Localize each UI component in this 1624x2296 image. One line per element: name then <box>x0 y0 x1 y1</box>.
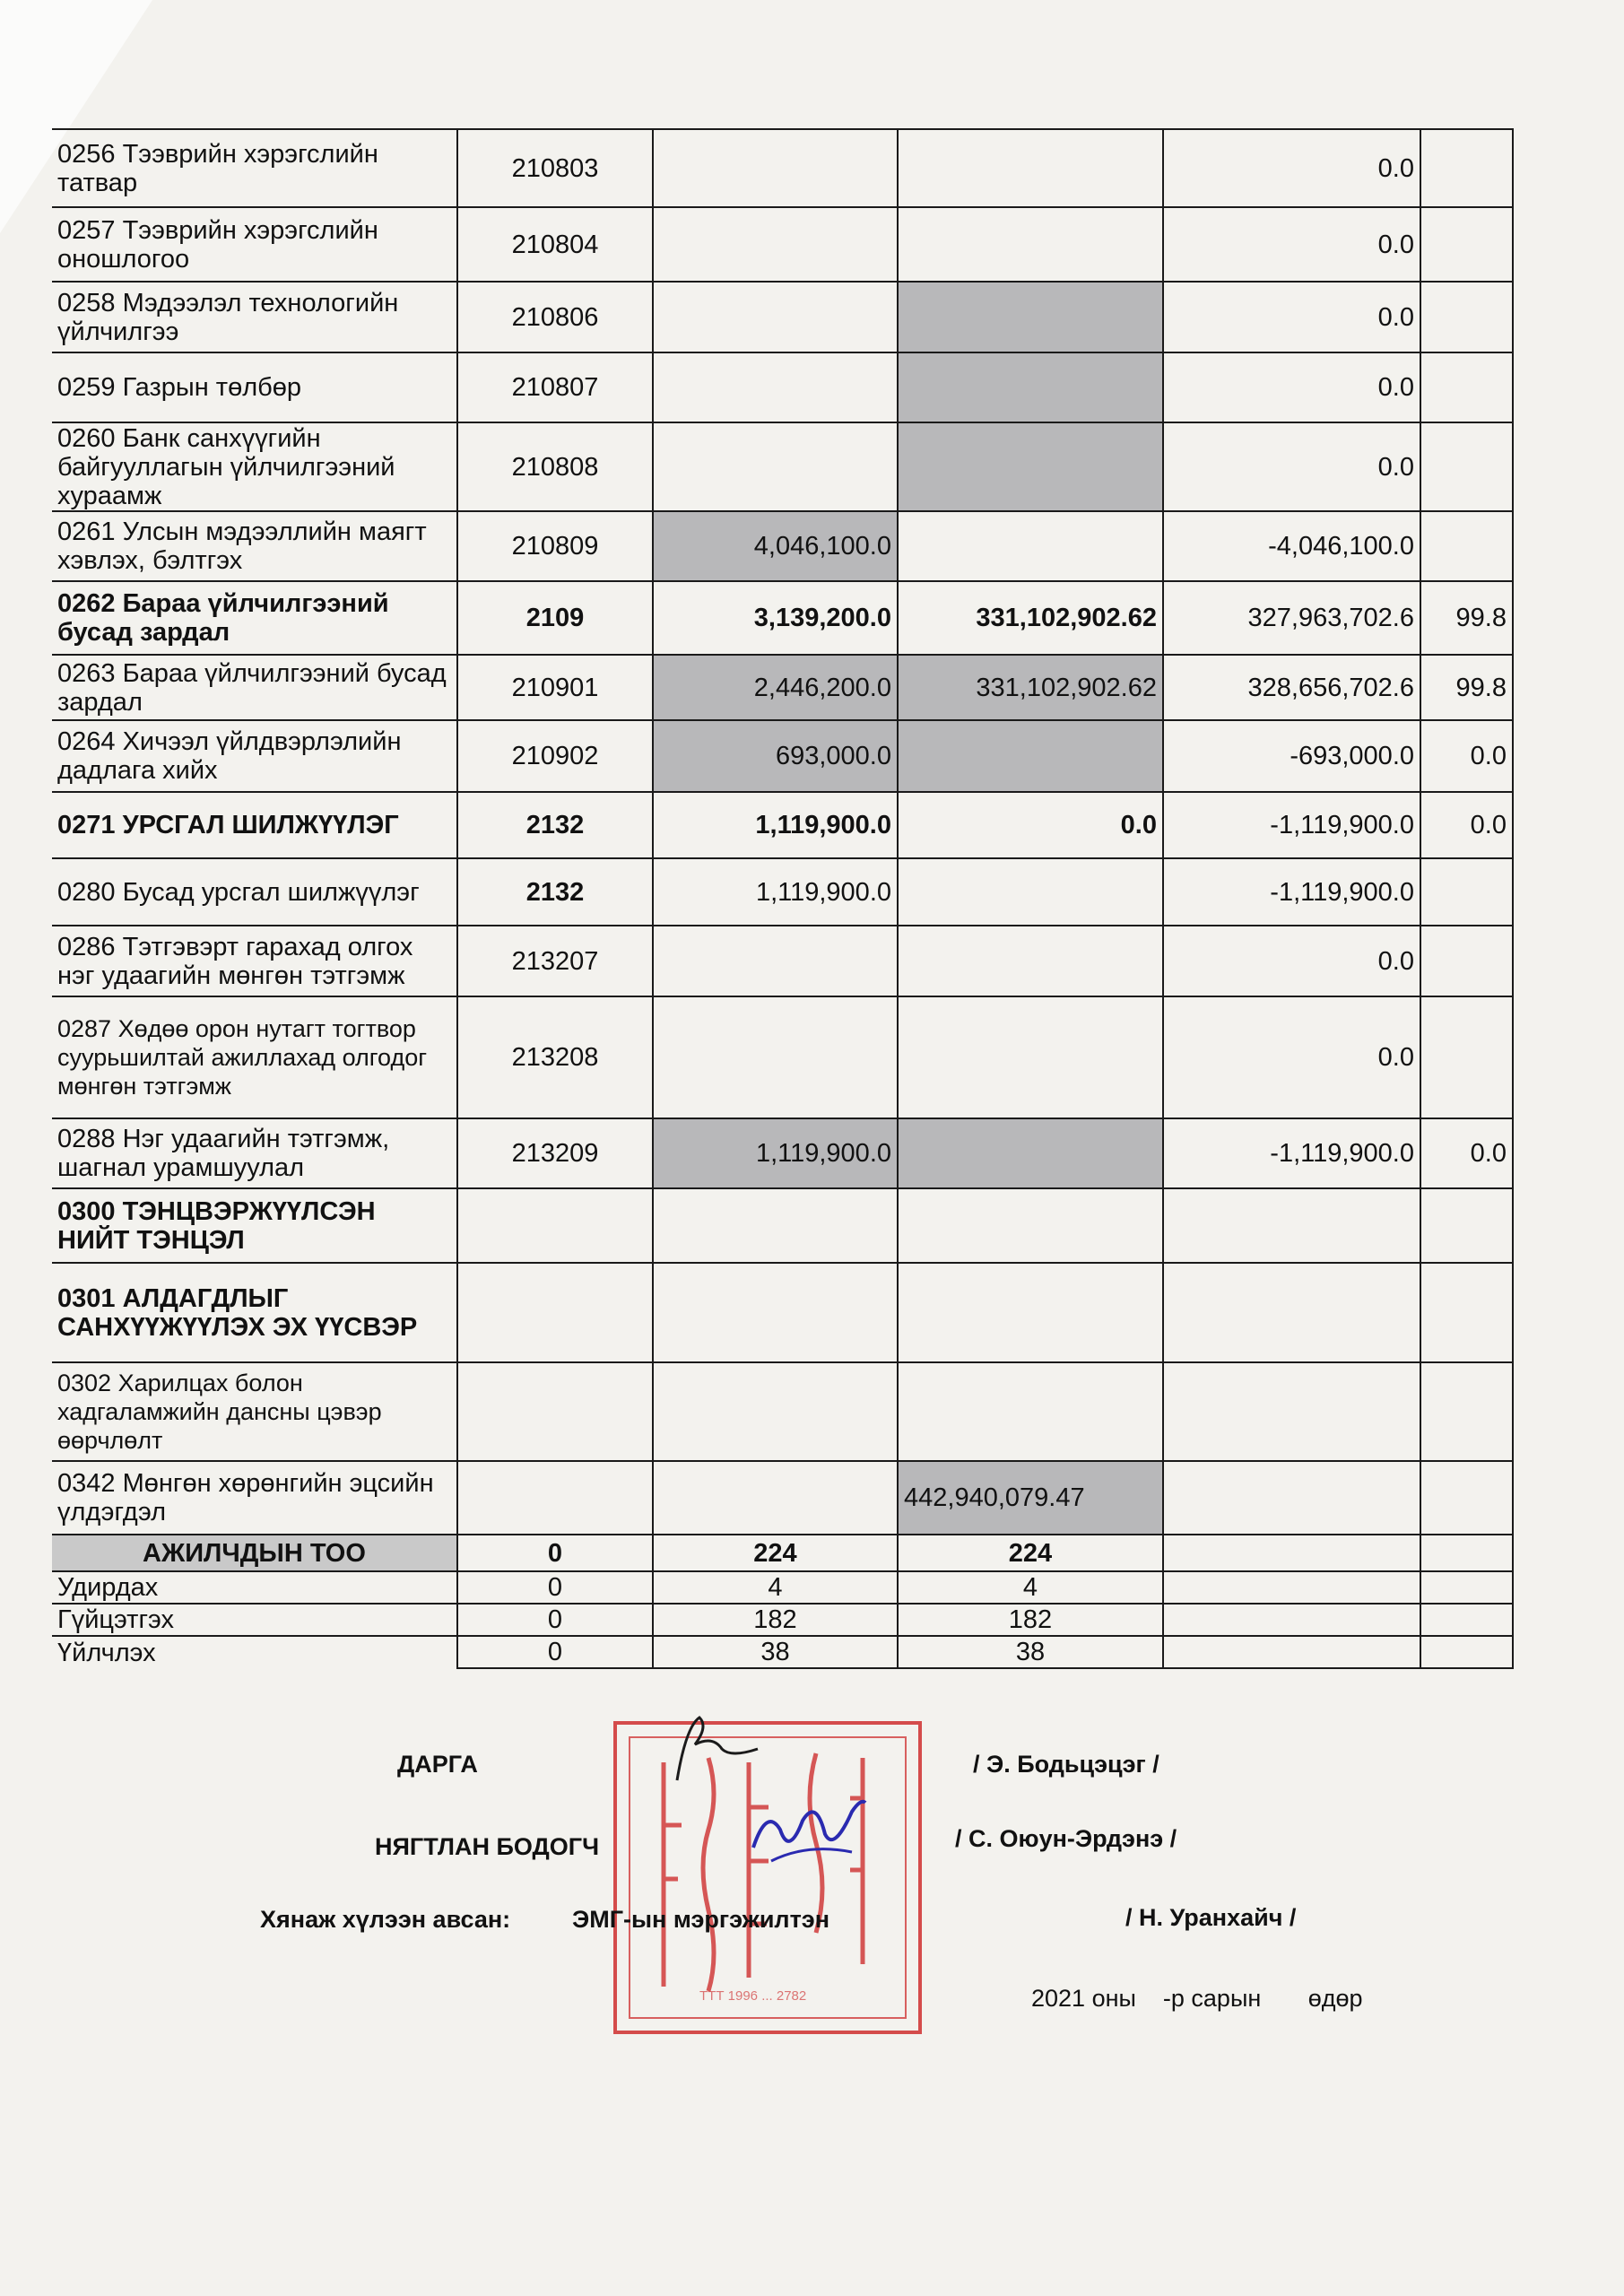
budget-report-sheet <box>52 128 1514 1669</box>
row-c4 <box>1420 926 1513 996</box>
row-code: 210804 <box>457 207 653 282</box>
row-c2 <box>898 282 1163 352</box>
staff-c4 <box>1420 1535 1513 1571</box>
row-code: 210809 <box>457 511 653 581</box>
table-row <box>52 926 1513 996</box>
row-c3 <box>1163 1188 1420 1263</box>
row-name: 0260 Банк санхүүгийн байгууллагын үйлчилгээний хураамж <box>52 422 457 511</box>
row-c3: 0.0 <box>1163 207 1420 282</box>
head-name: / Э. Бодьцэцэг / <box>973 1751 1159 1778</box>
row-name: 0258 Мэдээлэл технологийн үйлчилгээ <box>52 282 457 352</box>
table-row <box>52 511 1513 581</box>
row-c2 <box>898 207 1163 282</box>
row-c1: 1,119,900.0 <box>653 858 898 926</box>
row-code: 2109 <box>457 581 653 655</box>
row-c1 <box>653 1188 898 1263</box>
staff-code: 0 <box>457 1636 653 1668</box>
staff-c2: 182 <box>898 1604 1163 1636</box>
row-c1 <box>653 282 898 352</box>
row-c3: -1,119,900.0 <box>1163 1118 1420 1188</box>
row-name: 0262 Бараа үйлчилгээний бусад зардал <box>52 581 457 655</box>
row-c2 <box>898 996 1163 1118</box>
row-name: 0259 Газрын төлбөр <box>52 352 457 422</box>
row-code: 2132 <box>457 792 653 858</box>
head-signature-icon <box>659 1709 767 1789</box>
head-title: ДАРГА <box>397 1751 478 1778</box>
table-row <box>52 1461 1513 1535</box>
row-c3: 328,656,702.6 <box>1163 655 1420 720</box>
staff-header-row <box>52 1535 1513 1571</box>
row-name: 0287 Хөдөө орон нутагт тогтвор суурьшилтай ажиллахад олгодог мөнгөн тэтгэмж <box>52 996 457 1118</box>
staff-c3 <box>1163 1636 1420 1668</box>
row-c1 <box>653 1263 898 1362</box>
row-c3: 0.0 <box>1163 352 1420 422</box>
row-c2: 442,940,079.47 <box>898 1461 1163 1535</box>
row-c2 <box>898 511 1163 581</box>
row-c4 <box>1420 1461 1513 1535</box>
table-row <box>52 720 1513 792</box>
row-c2 <box>898 352 1163 422</box>
row-code <box>457 1362 653 1461</box>
staff-row <box>52 1636 1513 1668</box>
staff-c1: 224 <box>653 1535 898 1571</box>
table-row <box>52 207 1513 282</box>
row-c4: 99.8 <box>1420 581 1513 655</box>
row-name: 0302 Харилцах болон хадгаламжийн дансны цэвэр өөрчлөлт <box>52 1362 457 1461</box>
staff-name: Гүйцэтгэх <box>52 1604 457 1636</box>
date-line: 2021 оны -р сарын өдөр <box>1031 1985 1363 2012</box>
row-c3 <box>1163 1461 1420 1535</box>
row-name: 0342 Мөнгөн хөрөнгийн эцсийн үлдэгдэл <box>52 1461 457 1535</box>
row-c2 <box>898 720 1163 792</box>
staff-c1: 4 <box>653 1571 898 1604</box>
row-c1 <box>653 926 898 996</box>
table-row <box>52 352 1513 422</box>
row-name: 0301 АЛДАГДЛЫГ САНХҮҮЖҮҮЛЭХ ЭХ ҮҮСВЭР <box>52 1263 457 1362</box>
row-name: 0256 Тээврийн хэрэгслийн татвар <box>52 129 457 207</box>
row-c4 <box>1420 996 1513 1118</box>
row-c3: 327,963,702.6 <box>1163 581 1420 655</box>
staff-name: Удирдах <box>52 1571 457 1604</box>
staff-code: 0 <box>457 1535 653 1571</box>
stamp-text-fragment: ТТТ 1996 ... 2782 <box>699 1988 807 2004</box>
accountant-name: / С. Оюун-Эрдэнэ / <box>955 1825 1177 1852</box>
row-c1: 1,119,900.0 <box>653 1118 898 1188</box>
row-code: 213209 <box>457 1118 653 1188</box>
row-c1: 3,139,200.0 <box>653 581 898 655</box>
budget-table <box>52 128 1514 1669</box>
row-code: 210901 <box>457 655 653 720</box>
row-c2 <box>898 858 1163 926</box>
row-c2: 0.0 <box>898 792 1163 858</box>
row-c4 <box>1420 352 1513 422</box>
row-name: 0261 Улсын мэдээллийн маягт хэвлэх, бэлтгэх <box>52 511 457 581</box>
table-row <box>52 1188 1513 1263</box>
table-row <box>52 129 1513 207</box>
staff-total-label: АЖИЛЧДЫН ТОО <box>52 1535 457 1571</box>
row-c2 <box>898 1263 1163 1362</box>
staff-c4 <box>1420 1636 1513 1668</box>
table-row <box>52 1263 1513 1362</box>
row-c4: 0.0 <box>1420 720 1513 792</box>
reviewer-title: ЭМГ-ын мэргэжилтэн <box>572 1906 830 1933</box>
row-c3: 0.0 <box>1163 422 1420 511</box>
row-name: 0263 Бараа үйлчилгээний бусад зардал <box>52 655 457 720</box>
staff-row <box>52 1604 1513 1636</box>
row-code: 210806 <box>457 282 653 352</box>
table-row <box>52 1362 1513 1461</box>
row-code: 210808 <box>457 422 653 511</box>
row-name: 0300 ТЭНЦВЭРЖҮҮЛСЭН НИЙТ ТЭНЦЭЛ <box>52 1188 457 1263</box>
row-c1: 1,119,900.0 <box>653 792 898 858</box>
row-c4 <box>1420 1263 1513 1362</box>
row-c3: 0.0 <box>1163 926 1420 996</box>
staff-name: Үйлчлэх <box>52 1636 457 1668</box>
staff-c1: 38 <box>653 1636 898 1668</box>
staff-c3 <box>1163 1535 1420 1571</box>
staff-code: 0 <box>457 1571 653 1604</box>
row-c4: 0.0 <box>1420 1118 1513 1188</box>
row-c1: 4,046,100.0 <box>653 511 898 581</box>
row-c3: -4,046,100.0 <box>1163 511 1420 581</box>
row-c1: 2,446,200.0 <box>653 655 898 720</box>
row-name: 0288 Нэг удаагийн тэтгэмж, шагнал урамшуулал <box>52 1118 457 1188</box>
table-row <box>52 1118 1513 1188</box>
row-c1 <box>653 1461 898 1535</box>
row-c1 <box>653 352 898 422</box>
row-c2 <box>898 1118 1163 1188</box>
row-code <box>457 1461 653 1535</box>
staff-c1: 182 <box>653 1604 898 1636</box>
row-c2 <box>898 1362 1163 1461</box>
row-code <box>457 1263 653 1362</box>
staff-row <box>52 1571 1513 1604</box>
row-c2: 331,102,902.62 <box>898 581 1163 655</box>
staff-c4 <box>1420 1604 1513 1636</box>
accountant-title: НЯГТЛАН БОДОГЧ <box>375 1833 600 1860</box>
table-row <box>52 792 1513 858</box>
row-c1 <box>653 207 898 282</box>
accountant-signature-icon <box>744 1794 870 1874</box>
row-c3 <box>1163 1362 1420 1461</box>
row-code <box>457 1188 653 1263</box>
row-code: 2132 <box>457 858 653 926</box>
row-code: 210902 <box>457 720 653 792</box>
row-name: 0280 Бусад урсгал шилжүүлэг <box>52 858 457 926</box>
row-c4 <box>1420 422 1513 511</box>
staff-c3 <box>1163 1604 1420 1636</box>
row-c1 <box>653 996 898 1118</box>
row-c4 <box>1420 1188 1513 1263</box>
table-row <box>52 422 1513 511</box>
table-row <box>52 655 1513 720</box>
row-c4 <box>1420 1362 1513 1461</box>
row-name: 0286 Тэтгэвэрт гарахад олгох нэг удаагийн мөнгөн тэтгэмж <box>52 926 457 996</box>
row-c3: -693,000.0 <box>1163 720 1420 792</box>
row-c3: -1,119,900.0 <box>1163 858 1420 926</box>
row-c4 <box>1420 511 1513 581</box>
staff-c4 <box>1420 1571 1513 1604</box>
row-c1 <box>653 422 898 511</box>
row-c4 <box>1420 207 1513 282</box>
staff-code: 0 <box>457 1604 653 1636</box>
row-c4 <box>1420 129 1513 207</box>
row-c1 <box>653 129 898 207</box>
row-c4: 0.0 <box>1420 792 1513 858</box>
row-c3: 0.0 <box>1163 129 1420 207</box>
row-c2 <box>898 129 1163 207</box>
row-code: 213207 <box>457 926 653 996</box>
table-row <box>52 996 1513 1118</box>
table-row <box>52 858 1513 926</box>
row-c4 <box>1420 858 1513 926</box>
row-c2 <box>898 926 1163 996</box>
table-row <box>52 581 1513 655</box>
row-c4 <box>1420 282 1513 352</box>
row-code: 210803 <box>457 129 653 207</box>
row-c1: 693,000.0 <box>653 720 898 792</box>
row-c2: 331,102,902.62 <box>898 655 1163 720</box>
staff-c2: 38 <box>898 1636 1163 1668</box>
row-c3: 0.0 <box>1163 996 1420 1118</box>
staff-c3 <box>1163 1571 1420 1604</box>
table-row <box>52 282 1513 352</box>
row-code: 210807 <box>457 352 653 422</box>
row-name: 0257 Тээврийн хэрэгслийн оношлогоо <box>52 207 457 282</box>
staff-c2: 224 <box>898 1535 1163 1571</box>
reviewed-label: Хянаж хүлээн авсан: <box>260 1906 511 1933</box>
row-c2 <box>898 1188 1163 1263</box>
row-code: 213208 <box>457 996 653 1118</box>
row-name: 0264 Хичээл үйлдвэрлэлийн дадлага хийх <box>52 720 457 792</box>
staff-c2: 4 <box>898 1571 1163 1604</box>
reviewer-name: / Н. Уранхайч / <box>1125 1904 1297 1931</box>
row-c3: -1,119,900.0 <box>1163 792 1420 858</box>
row-name: 0271 УРСГАЛ ШИЛЖҮҮЛЭГ <box>52 792 457 858</box>
official-stamp-icon <box>610 1718 933 2040</box>
row-c4: 99.8 <box>1420 655 1513 720</box>
row-c3: 0.0 <box>1163 282 1420 352</box>
row-c1 <box>653 1362 898 1461</box>
row-c2 <box>898 422 1163 511</box>
row-c3 <box>1163 1263 1420 1362</box>
